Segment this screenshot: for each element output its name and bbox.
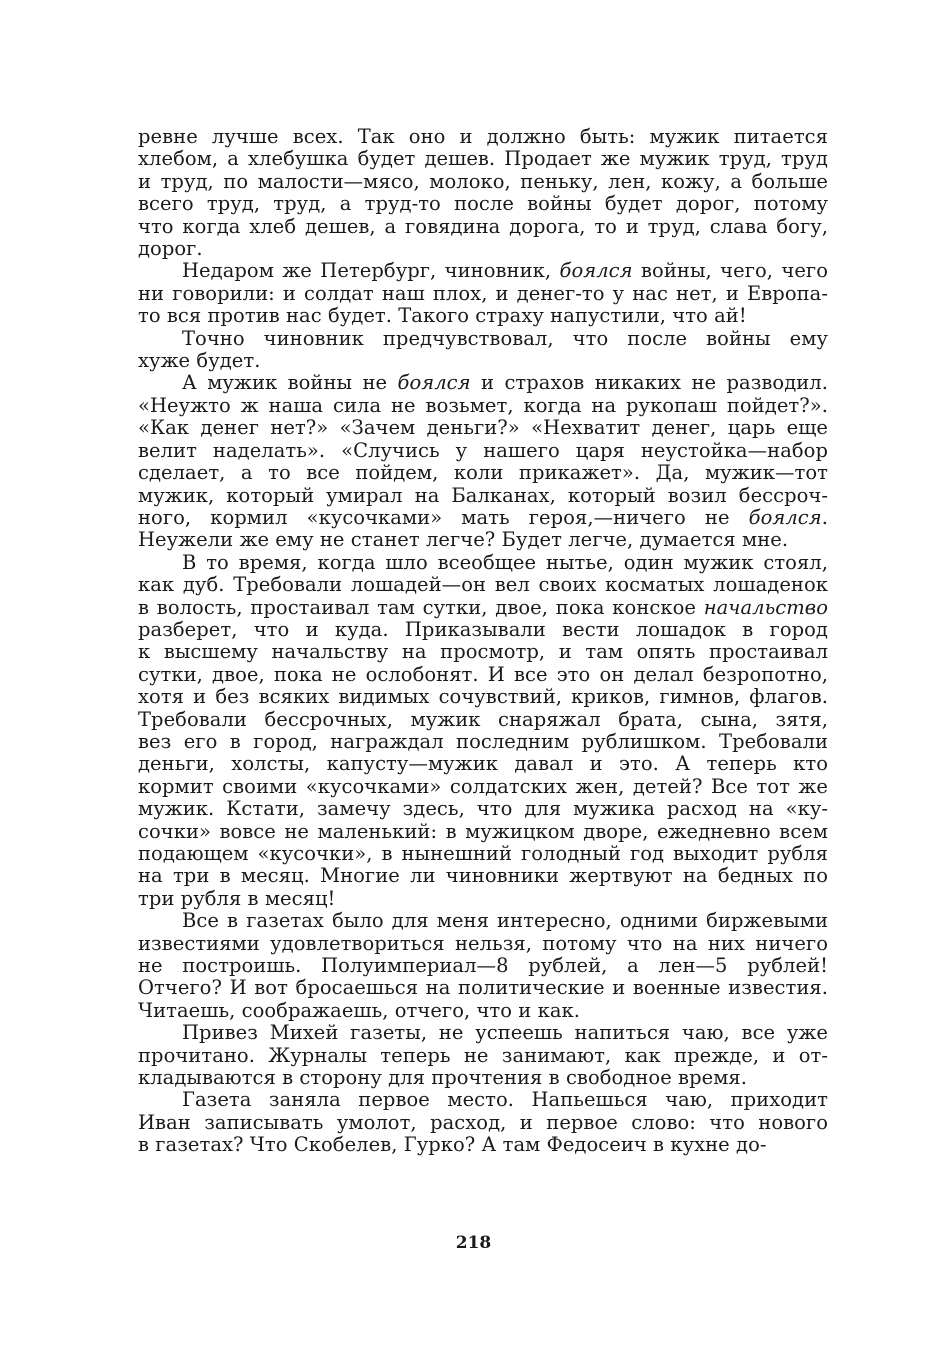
text-line: мужик. Кстати, замечу здесь, что для мужика расход на «ку- (138, 797, 828, 821)
text-line: к высшему начальству на просмотр, и там опять простаивал (138, 640, 828, 664)
text-line: то вся против нас будет. Такого страху напустили, что ай! (138, 304, 747, 328)
text-line: всего труд, труд, а труд-то после войны будет дорог, потому (138, 192, 828, 216)
text-line: что когда хлеб дешев, а говядина дорога, то и труд, слава богу, (138, 214, 828, 238)
text-line: ни говорили: и солдат наш плох, и денег-то у нас нет, и Европа- (138, 281, 828, 305)
text-line: вез его в город, награждал последним рублишком. Требовали (138, 729, 828, 753)
text-line: Иван записывать умолот, расход, и первое слово: что нового (138, 1110, 828, 1134)
text-line: в волость, простаивал там сутки, двое, пока конское начальство (138, 595, 828, 619)
text-line: Недаром же Петербург, чиновник, боялся войны, чего, чего (182, 259, 828, 283)
text-line: как дуб. Требовали лошадей—он вел своих косматых лошаденок (138, 573, 828, 597)
text-line: не построишь. Полуимпериал—8 рублей, а лен—5 рублей! (138, 954, 828, 978)
text-line: прочитано. Журналы теперь не занимают, как прежде, и от- (138, 1043, 828, 1067)
text-line: Все в газетах было для меня интересно, одними биржевыми (182, 909, 828, 933)
text-line: Привез Михей газеты, не успеешь напиться чаю, все уже (182, 1021, 828, 1045)
text-line: «Как денег нет?» «Зачем деньги?» «Нехватит денег, царь еще (138, 416, 828, 440)
text-line: в газетах? Что Скобелев, Гурко? А там Федосеич в кухне до- (138, 1133, 767, 1157)
text-line: на три в месяц. Многие ли чиновники жертвуют на бедных по (138, 864, 828, 888)
page-text (138, 126, 828, 1157)
text-line: хуже будет. (138, 349, 261, 373)
text-line: подающем «кусочки», в нынешний голодный год выходит рубля (138, 842, 828, 865)
page-number: 218 (455, 1233, 492, 1253)
text-line: Требовали бессрочных, мужик снаряжал брата, сына, зятя, (138, 707, 828, 731)
text-line: мужик, который умирал на Балканах, который возил бессроч- (138, 483, 828, 507)
text-line: кормит своими «кусочками» солдатских жен, детей? Все тот же (138, 774, 828, 798)
text-line: велит наделать». «Случись у нашего царя неустойка—набор (138, 438, 828, 462)
text-line: кладываются в сторону для прочтения в свободное время. (138, 1066, 748, 1090)
paragraph (138, 372, 828, 551)
paragraph (138, 910, 828, 1022)
text-line: известиями удовлетвориться нельзя, потому что на них ничего (138, 931, 828, 955)
paragraph (138, 552, 828, 911)
text-line: Газета заняла первое место. Напьешься чаю, приходит (182, 1088, 828, 1112)
text-line: ного, кормил «кусочками» мать героя,—ничего не боялся. (138, 505, 828, 529)
text-line: В то время, когда шло всеобщее нытье, один мужик стоял, (182, 550, 828, 574)
text-line: «Неужто ж наша сила не возьмет, когда на рукопаш пойдет?». (138, 393, 828, 417)
text-line: ревне лучше всех. Так оно и должно быть: мужик питается (138, 125, 828, 148)
paragraph (138, 1022, 828, 1089)
text-line: три рубля в месяц! (138, 886, 336, 910)
text-line: хотя и без всяких видимых сочувствий, криков, гимнов, флагов. (138, 685, 828, 709)
paragraph (138, 1089, 828, 1156)
text-line: Отчего? И вот бросаешься на политические и военные известия. (138, 976, 828, 1000)
text-line: и труд, по малости—мясо, молоко, пеньку, лен, кожу, а больше (138, 169, 828, 193)
text-line: Точно чиновник предчувствовал, что после войны ему (182, 326, 828, 350)
paragraph (138, 126, 828, 260)
text-line: деньги, холсты, капусту—мужик давал и это. А теперь кто (138, 752, 828, 776)
paragraph (138, 328, 828, 373)
text-line: сутки, двое, пока не ослобонят. И все это он делал безропотно, (138, 662, 828, 686)
text-line: хлебом, а хлебушка будет дешев. Продает же мужик труд, труд (138, 147, 828, 171)
text-line: сочки» вовсе не маленький: в мужицком дворе, ежедневно всем (138, 819, 828, 843)
text-line: разберет, что и куда. Приказывали вести лошадок в город (138, 617, 828, 641)
text-line: сделает, а то все пойдем, коли прикажет». Да, мужик—тот (138, 461, 828, 485)
paragraph (138, 260, 828, 327)
text-line: А мужик войны не боялся и страхов никаких не разводил. (182, 371, 828, 395)
text-line: Читаешь, соображаешь, отчего, что и как. (138, 998, 580, 1022)
text-line: Неужели же ему не станет легче? Будет легче, думается мне. (138, 528, 789, 552)
text-line: дорог. (138, 237, 203, 261)
